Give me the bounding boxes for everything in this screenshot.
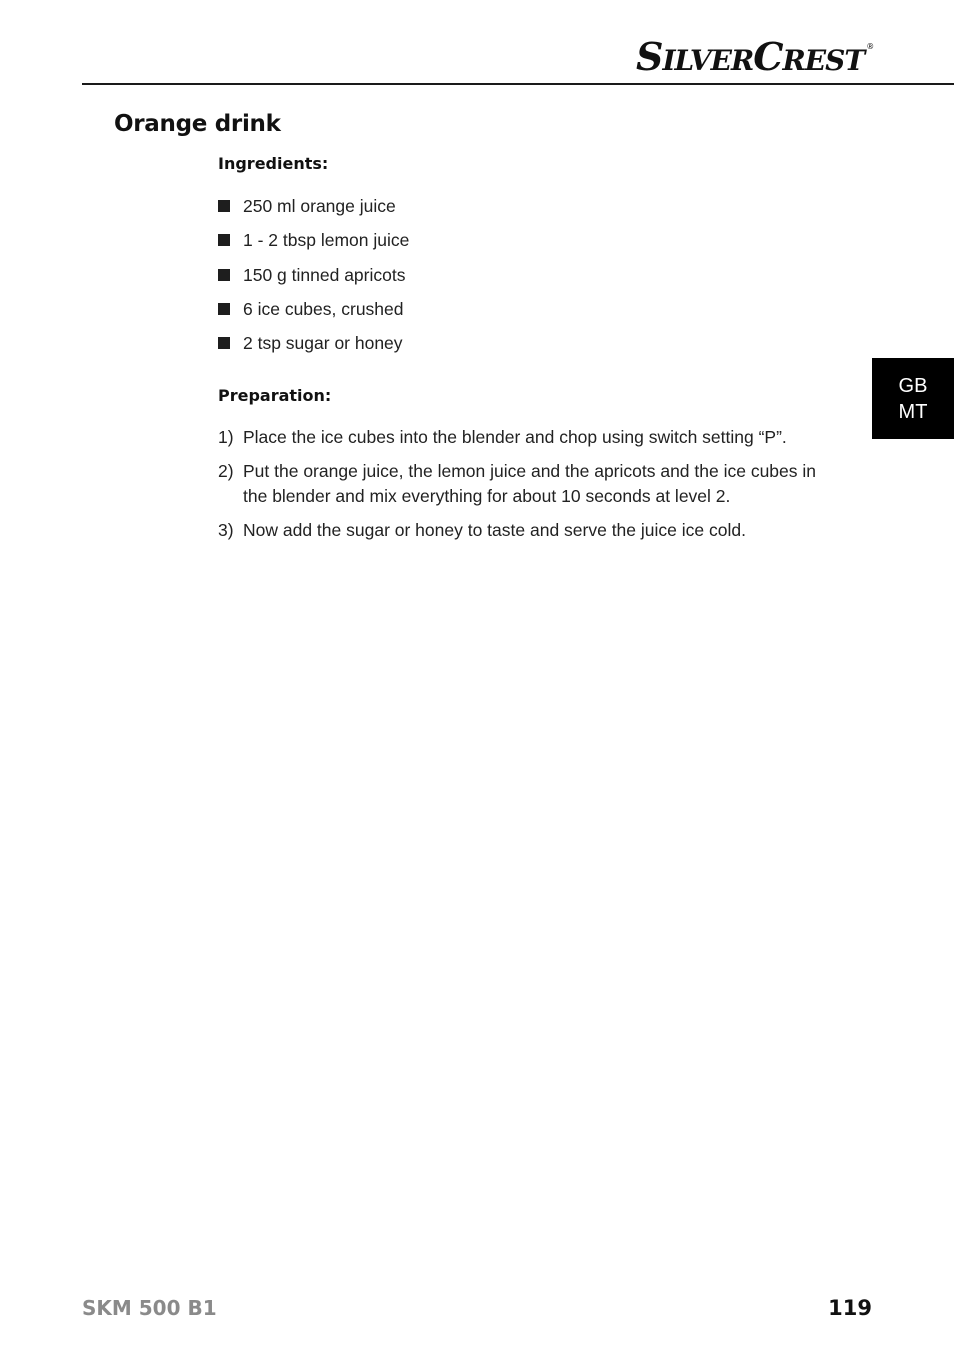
step-text: Put the orange juice, the lemon juice and the apricots and the ice cubes in the blender and mix everything for about 10 seconds at level 2. <box>243 461 817 506</box>
logo-letters: ILVER <box>662 44 754 77</box>
recipe-title: Orange drink <box>114 111 281 137</box>
ingredient-text: 1 - 2 tbsp lemon juice <box>243 229 410 250</box>
logo-letter: C <box>753 34 783 79</box>
preparation-step <box>218 425 828 450</box>
ingredient-item <box>218 195 396 217</box>
ingredient-item <box>218 229 409 251</box>
square-bullet-icon <box>218 269 230 281</box>
preparation-step <box>218 518 828 543</box>
registered-mark: ® <box>866 42 875 51</box>
ingredient-item <box>218 298 404 320</box>
ingredient-text: 250 ml orange juice <box>243 195 396 216</box>
step-number: 1) <box>218 427 234 447</box>
model-number: SKM 500 B1 <box>82 1296 217 1320</box>
square-bullet-icon <box>218 303 230 315</box>
square-bullet-icon <box>218 234 230 246</box>
logo-letters: REST <box>782 44 865 77</box>
ingredient-text: 6 ice cubes, crushed <box>243 298 404 319</box>
ingredient-text: 2 tsp sugar or honey <box>243 332 403 353</box>
language-code-mt: MT <box>898 400 928 423</box>
header-divider <box>82 83 954 85</box>
page-number: 119 <box>828 1296 872 1320</box>
ingredients-heading: Ingredients: <box>218 154 329 173</box>
square-bullet-icon <box>218 200 230 212</box>
ingredient-item <box>218 264 405 286</box>
step-number: 2) <box>218 461 234 481</box>
step-text: Place the ice cubes into the blender and chop using switch setting “P”. <box>243 427 787 447</box>
ingredient-item <box>218 332 403 354</box>
brand-logo <box>636 34 875 79</box>
step-text: Now add the sugar or honey to taste and serve the juice ice cold. <box>243 520 746 540</box>
preparation-heading: Preparation: <box>218 386 332 405</box>
step-number: 3) <box>218 520 234 540</box>
language-code-gb: GB <box>898 374 928 397</box>
ingredient-text: 150 g tinned apricots <box>243 264 406 285</box>
language-tab <box>872 358 954 439</box>
logo-letter: S <box>636 34 663 79</box>
square-bullet-icon <box>218 337 230 349</box>
preparation-step <box>218 459 828 509</box>
